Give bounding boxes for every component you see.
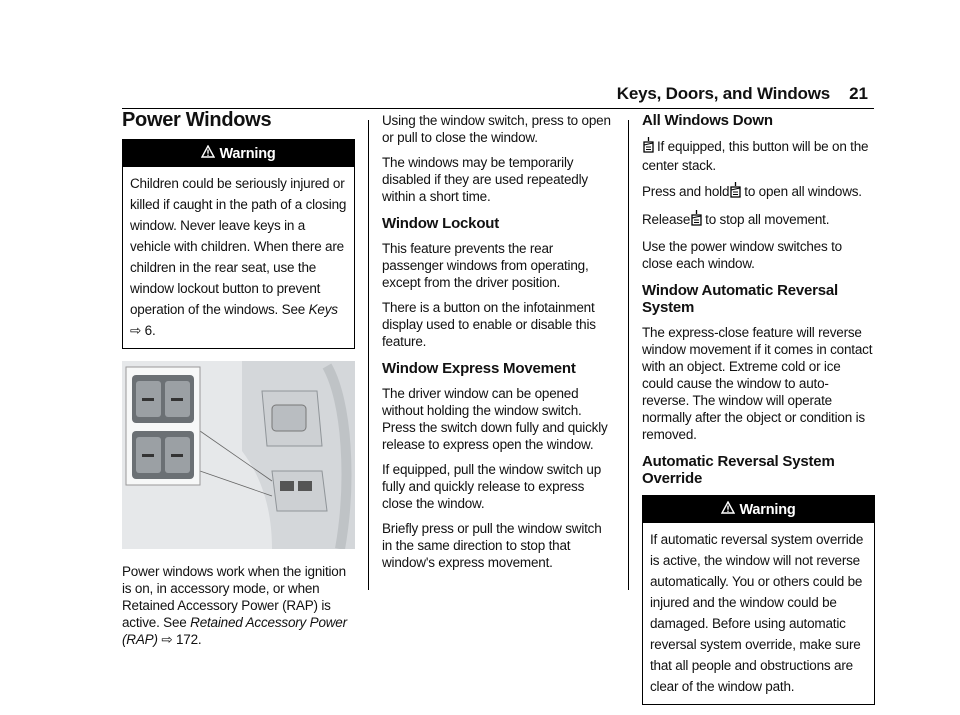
intro-paragraph: Using the window switch, press to open or pull to close the window. — [382, 113, 611, 145]
warning-box — [122, 139, 355, 349]
alldown-paragraph-3 — [642, 210, 875, 230]
express-paragraph-3: Briefly press or pull the window switch in the same direction to stop that window's express movement. — [382, 521, 602, 570]
keys-reference-link[interactable]: Keys — [308, 302, 338, 317]
intro-paragraph-2: The windows may be temporarily disabled if they are used repeatedly within a short time. — [382, 155, 588, 204]
power-windows-paragraph — [122, 563, 355, 648]
warning-body — [123, 167, 354, 348]
heading-express-movement: Window Express Movement — [382, 360, 576, 377]
warning-label: Warning — [219, 146, 276, 162]
alldown-paragraph-2 — [642, 182, 875, 202]
all-windows-down-icon — [642, 137, 655, 157]
column-divider-1 — [368, 120, 369, 590]
column-divider-2 — [628, 120, 629, 590]
override-warning-label: Warning — [739, 502, 796, 518]
alldown-text-3b: to stop all movement. — [705, 212, 830, 227]
reversal-paragraph: The express-close feature will reverse window movement if it comes in contact with an object. Extreme cold or ice could cause the window to auto-reverse. The window will operate normally after the object or condition is removed. — [642, 325, 873, 442]
lockout-paragraph-1: This feature prevents the rear passenger windows from operating, except from the driver position. — [382, 241, 589, 290]
page-header — [0, 84, 960, 106]
all-windows-down-icon — [690, 210, 703, 230]
alldown-text-2a: Press and hold — [642, 184, 730, 199]
column-1 — [122, 109, 355, 656]
heading-all-windows-down: All Windows Down — [642, 112, 773, 129]
warning-header — [123, 140, 354, 167]
header-title: Keys, Doors, and Windows — [616, 84, 830, 103]
alldown-paragraph-1 — [642, 137, 875, 174]
lockout-paragraph-2: There is a button on the infotainment display used to enable or disable this feature. — [382, 300, 596, 349]
column-2 — [382, 112, 615, 579]
rap-reference-link[interactable]: Retained Accessory Power (RAP) — [122, 615, 347, 647]
express-paragraph-2: If equipped, pull the window switch up fully and quickly release to express close the window. — [382, 462, 602, 511]
rap-reference-page: ⇨ 172. — [161, 632, 202, 647]
alldown-text-3a: Release — [642, 212, 691, 227]
alldown-text-1: If equipped, this button will be on the center stack. — [642, 139, 869, 173]
keys-reference-page: ⇨ 6. — [130, 323, 156, 338]
power-windows-text: Power windows work when the ignition is on, in accessory mode, or when Retained Accessory Power (RAP) is active. See — [122, 564, 346, 630]
override-warning-box — [642, 495, 875, 705]
warning-triangle-icon — [201, 140, 215, 167]
window-switch-illustration — [122, 361, 355, 549]
heading-reversal-override: Automatic Reversal System Override — [642, 453, 835, 487]
heading-window-lockout: Window Lockout — [382, 215, 500, 232]
alldown-paragraph-4: Use the power window switches to close each window. — [642, 239, 842, 271]
section-heading-power-windows: Power Windows — [122, 109, 272, 131]
alldown-text-2b: to open all windows. — [744, 184, 862, 199]
page-number: 21 — [849, 84, 868, 103]
override-warning-header — [643, 496, 874, 523]
all-windows-down-icon — [729, 182, 742, 202]
heading-automatic-reversal: Window Automatic Reversal System — [642, 282, 839, 316]
warning-text: Children could be seriously injured or killed if caught in the path of a closing window. Never leave keys in a vehicle with children. When there are children in the rear seat, use the window lockout button to prevent operation of the windows. See — [130, 176, 347, 317]
column-3 — [642, 112, 875, 715]
override-warning-body: If automatic reversal system override is active, the window will not reverse automatically. You or others could be injured and the window could be damaged. Before using automatic reversal system override, make sure that all people and obstructions are clear of the window path. — [650, 532, 864, 694]
express-paragraph-1: The driver window can be opened without holding the window switch. Press the switch down fully and quickly release to express open the window. — [382, 386, 608, 452]
warning-triangle-icon — [721, 496, 735, 523]
